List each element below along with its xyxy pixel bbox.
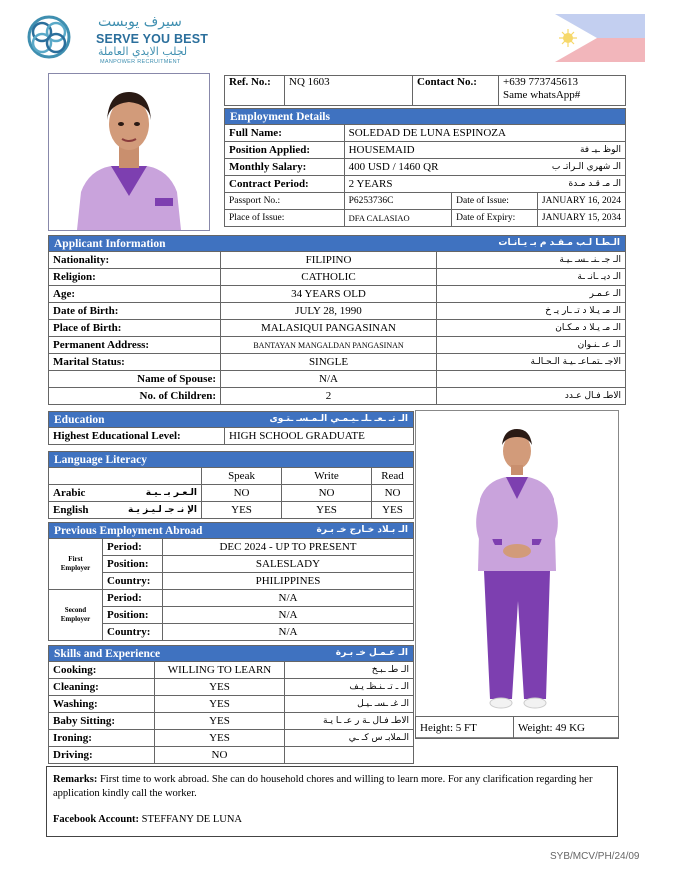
previous-header-title: Previous Employment Abroad xyxy=(54,524,203,537)
washing-label: Washing: xyxy=(49,696,155,713)
lang-english-ar: الإ نـ جـ لـيـز يـة xyxy=(99,502,202,519)
philippine-flag-icon xyxy=(555,14,645,62)
cleaning-label: Cleaning: xyxy=(49,679,155,696)
position-value: HOUSEMAID xyxy=(344,142,537,159)
passport-value: P6253736C xyxy=(344,193,452,210)
height-label: Height: xyxy=(420,721,453,734)
lang-col-read: Read xyxy=(372,468,414,485)
contact-whatsapp: Same whatsApp# xyxy=(503,89,581,101)
contract-arabic: الـ مـ قـد مـدة xyxy=(537,176,625,193)
second-employer-label: Second Employer xyxy=(49,590,103,641)
lang-english-label: English xyxy=(49,502,99,519)
position-arabic: الوظ ـيـ فة xyxy=(537,142,625,159)
employment-header: Employment Details xyxy=(225,109,626,125)
ref-contact-table xyxy=(224,75,626,106)
cooking-arabic: الـ طـ ـبـخ xyxy=(285,662,414,679)
employment-details-table xyxy=(224,108,626,227)
children-label: No. of Children: xyxy=(49,388,221,405)
company-logo xyxy=(26,12,226,64)
passport-label: Passport No.: xyxy=(225,193,345,210)
religion-value: CATHOLIC xyxy=(221,269,437,286)
lang-arabic-speak: NO xyxy=(202,485,282,502)
contact-value xyxy=(499,76,626,106)
applicant-full-body-photo xyxy=(415,410,619,738)
lang-english-speak: YES xyxy=(202,502,282,519)
facebook-label: Facebook Account: xyxy=(53,814,140,825)
education-value: HIGH SCHOOL GRADUATE xyxy=(225,428,414,445)
lang-col-speak: Speak xyxy=(202,468,282,485)
emp1-period-label: Period: xyxy=(103,539,163,556)
issue-date-value: JANUARY 16, 2024 xyxy=(537,193,625,210)
previous-header-arabic: الـ بـلاد خـارج خـ بـرة xyxy=(316,524,408,535)
ref-value: NQ 1603 xyxy=(285,76,413,106)
remarks-box xyxy=(46,766,618,837)
religion-arabic: الـ ديـ ـانـ ـة xyxy=(437,269,626,286)
logo-arabic-sub: لجلب الايدي العاملة xyxy=(98,45,188,58)
washing-arabic: الـ غـ ـسـ ـيـل xyxy=(285,696,414,713)
emp2-country-label: Country: xyxy=(103,624,163,641)
emp2-period-label: Period: xyxy=(103,590,163,607)
nationality-value: FILIPINO xyxy=(221,252,437,269)
driving-label: Driving: xyxy=(49,747,155,764)
language-header: Language Literacy xyxy=(49,452,414,468)
weight-value: 49 KG xyxy=(555,721,585,734)
babysitting-label: Baby Sitting: xyxy=(49,713,155,730)
marital-label: Marital Status: xyxy=(49,354,221,371)
skills-header-arabic: الـ عـمـل خـ بـرة xyxy=(335,647,408,658)
lang-arabic-ar: الـعـر بـ ـيـة xyxy=(99,485,202,502)
skills-table xyxy=(48,645,414,764)
ironing-value: YES xyxy=(155,730,285,747)
first-employer-label: First Employer xyxy=(49,539,103,590)
expiry-label: Date of Expiry: xyxy=(452,210,538,227)
position-label: Position Applied: xyxy=(225,142,345,159)
lang-arabic-label: Arabic xyxy=(49,485,99,502)
salary-value: 400 USD / 1460 QR xyxy=(344,159,537,176)
emp1-country-label: Country: xyxy=(103,573,163,590)
ironing-label: Ironing: xyxy=(49,730,155,747)
emp2-country-value: N/A xyxy=(163,624,414,641)
age-arabic: الـ عـمـر xyxy=(437,286,626,303)
religion-label: Religion: xyxy=(49,269,221,286)
emp2-position-label: Position: xyxy=(103,607,163,624)
nationality-label: Nationality: xyxy=(49,252,221,269)
applicant-header xyxy=(49,236,626,252)
contract-value: 2 YEARS xyxy=(344,176,537,193)
skills-header xyxy=(49,646,414,662)
education-table xyxy=(48,411,414,445)
driving-value: NO xyxy=(155,747,285,764)
children-arabic: الاطـ فـال عـدد xyxy=(437,388,626,405)
previous-employment-table xyxy=(48,522,414,641)
lang-arabic-write: NO xyxy=(282,485,372,502)
issue-place-value: DFA CALASIAO xyxy=(344,210,452,227)
remarks-paragraph xyxy=(53,773,611,801)
emp1-position-label: Position: xyxy=(103,556,163,573)
spouse-arabic xyxy=(437,371,626,388)
age-value: 34 YEARS OLD xyxy=(221,286,437,303)
nationality-arabic: الـ جـ ـنـ ـسـ ـيـة xyxy=(437,252,626,269)
document-code: SYB/MCV/PH/24/09 xyxy=(550,851,640,862)
applicant-header-title: Applicant Information xyxy=(54,237,166,250)
contact-label: Contact No.: xyxy=(413,76,499,106)
lang-col-write: Write xyxy=(282,468,372,485)
salary-label: Monthly Salary: xyxy=(225,159,345,176)
language-table xyxy=(48,451,414,519)
lang-english-write: YES xyxy=(282,502,372,519)
education-label: Highest Educational Level: xyxy=(49,428,225,445)
issue-date-label: Date of Issue: xyxy=(452,193,538,210)
applicant-portrait xyxy=(48,73,210,231)
issue-place-label: Place of Issue: xyxy=(225,210,345,227)
ironing-arabic: الـملابـ س كـ ـي xyxy=(285,730,414,747)
lang-english-read: YES xyxy=(372,502,414,519)
address-label: Permanent Address: xyxy=(49,337,221,354)
children-value: 2 xyxy=(221,388,437,405)
remarks-label: Remarks: xyxy=(53,774,98,785)
dob-label: Date of Birth: xyxy=(49,303,221,320)
driving-arabic xyxy=(285,747,414,764)
expiry-value: JANUARY 15, 2034 xyxy=(537,210,625,227)
weight-label: Weight: xyxy=(518,721,553,734)
dob-arabic: الـ مـ يـلا د تـ ـار يـ خ xyxy=(437,303,626,320)
pob-label: Place of Birth: xyxy=(49,320,221,337)
pob-arabic: الـ مـ يـلا د مـكـان xyxy=(437,320,626,337)
education-header-title: Education xyxy=(54,413,105,426)
emp2-position-value: N/A xyxy=(163,607,414,624)
marital-value: SINGLE xyxy=(221,354,437,371)
ref-label: Ref. No.: xyxy=(225,76,285,106)
washing-value: YES xyxy=(155,696,285,713)
education-header-arabic: الـ تـ ـعـ ـلـ ـيـمـي الـمـسـ ـتـوى xyxy=(269,413,408,424)
skills-header-title: Skills and Experience xyxy=(54,647,161,660)
facebook-value: STEFFANY DE LUNA xyxy=(141,814,243,825)
height-weight-table xyxy=(415,716,619,739)
full-name-value: SOLEDAD DE LUNA ESPINOZA xyxy=(344,125,625,142)
logo-name: SERVE YOU BEST xyxy=(96,32,209,46)
contact-number: +639 773745613 xyxy=(503,76,578,88)
pob-value: MALASIQUI PANGASINAN xyxy=(221,320,437,337)
babysitting-value: YES xyxy=(155,713,285,730)
cleaning-value: YES xyxy=(155,679,285,696)
cooking-value: WILLING TO LEARN xyxy=(155,662,285,679)
spouse-value: N/A xyxy=(221,371,437,388)
full-name-label: Full Name: xyxy=(225,125,345,142)
address-value: BANTAYAN MANGALDAN PANGASINAN xyxy=(221,337,437,354)
applicant-info-table xyxy=(48,235,626,405)
cooking-label: Cooking: xyxy=(49,662,155,679)
logo-knot-icon xyxy=(26,14,72,60)
height-value: 5 FT xyxy=(455,721,477,734)
address-arabic: الـ عـ ـنـوان xyxy=(437,337,626,354)
dob-value: JULY 28, 1990 xyxy=(221,303,437,320)
emp1-period-value: DEC 2024 - UP TO PRESENT xyxy=(163,539,414,556)
height-cell xyxy=(416,717,514,739)
lang-arabic-read: NO xyxy=(372,485,414,502)
facebook-line xyxy=(53,813,611,827)
education-header xyxy=(49,412,414,428)
spouse-label: Name of Spouse: xyxy=(49,371,221,388)
remarks-text: First time to work abroad. She can do household chores and willing to learn more. For any clarification regarding her application kindly call the worker. xyxy=(53,774,593,799)
applicant-header-arabic: الـطـا لـب مـقـد م بـ يـانـات xyxy=(498,237,620,248)
marital-arabic: الاجـ ـتمـاعـ ـيـة الـحـالـة xyxy=(437,354,626,371)
salary-arabic: الـ شهري الـراتـ ب xyxy=(537,159,625,176)
emp1-country-value: PHILIPPINES xyxy=(163,573,414,590)
contract-label: Contract Period: xyxy=(225,176,345,193)
age-label: Age: xyxy=(49,286,221,303)
weight-cell xyxy=(514,717,619,739)
logo-subtitle: MANPOWER RECRUITMENT xyxy=(100,59,181,65)
cleaning-arabic: الـ ـ تـ ـنـظـ يـف xyxy=(285,679,414,696)
babysitting-arabic: الاطـ فـال ـة ر عـ ـا يـة xyxy=(285,713,414,730)
emp1-position-value: SALESLADY xyxy=(163,556,414,573)
previous-header xyxy=(49,523,414,539)
language-corner xyxy=(49,468,202,485)
logo-arabic-name: سيرف يوبست xyxy=(98,14,182,30)
emp2-period-value: N/A xyxy=(163,590,414,607)
